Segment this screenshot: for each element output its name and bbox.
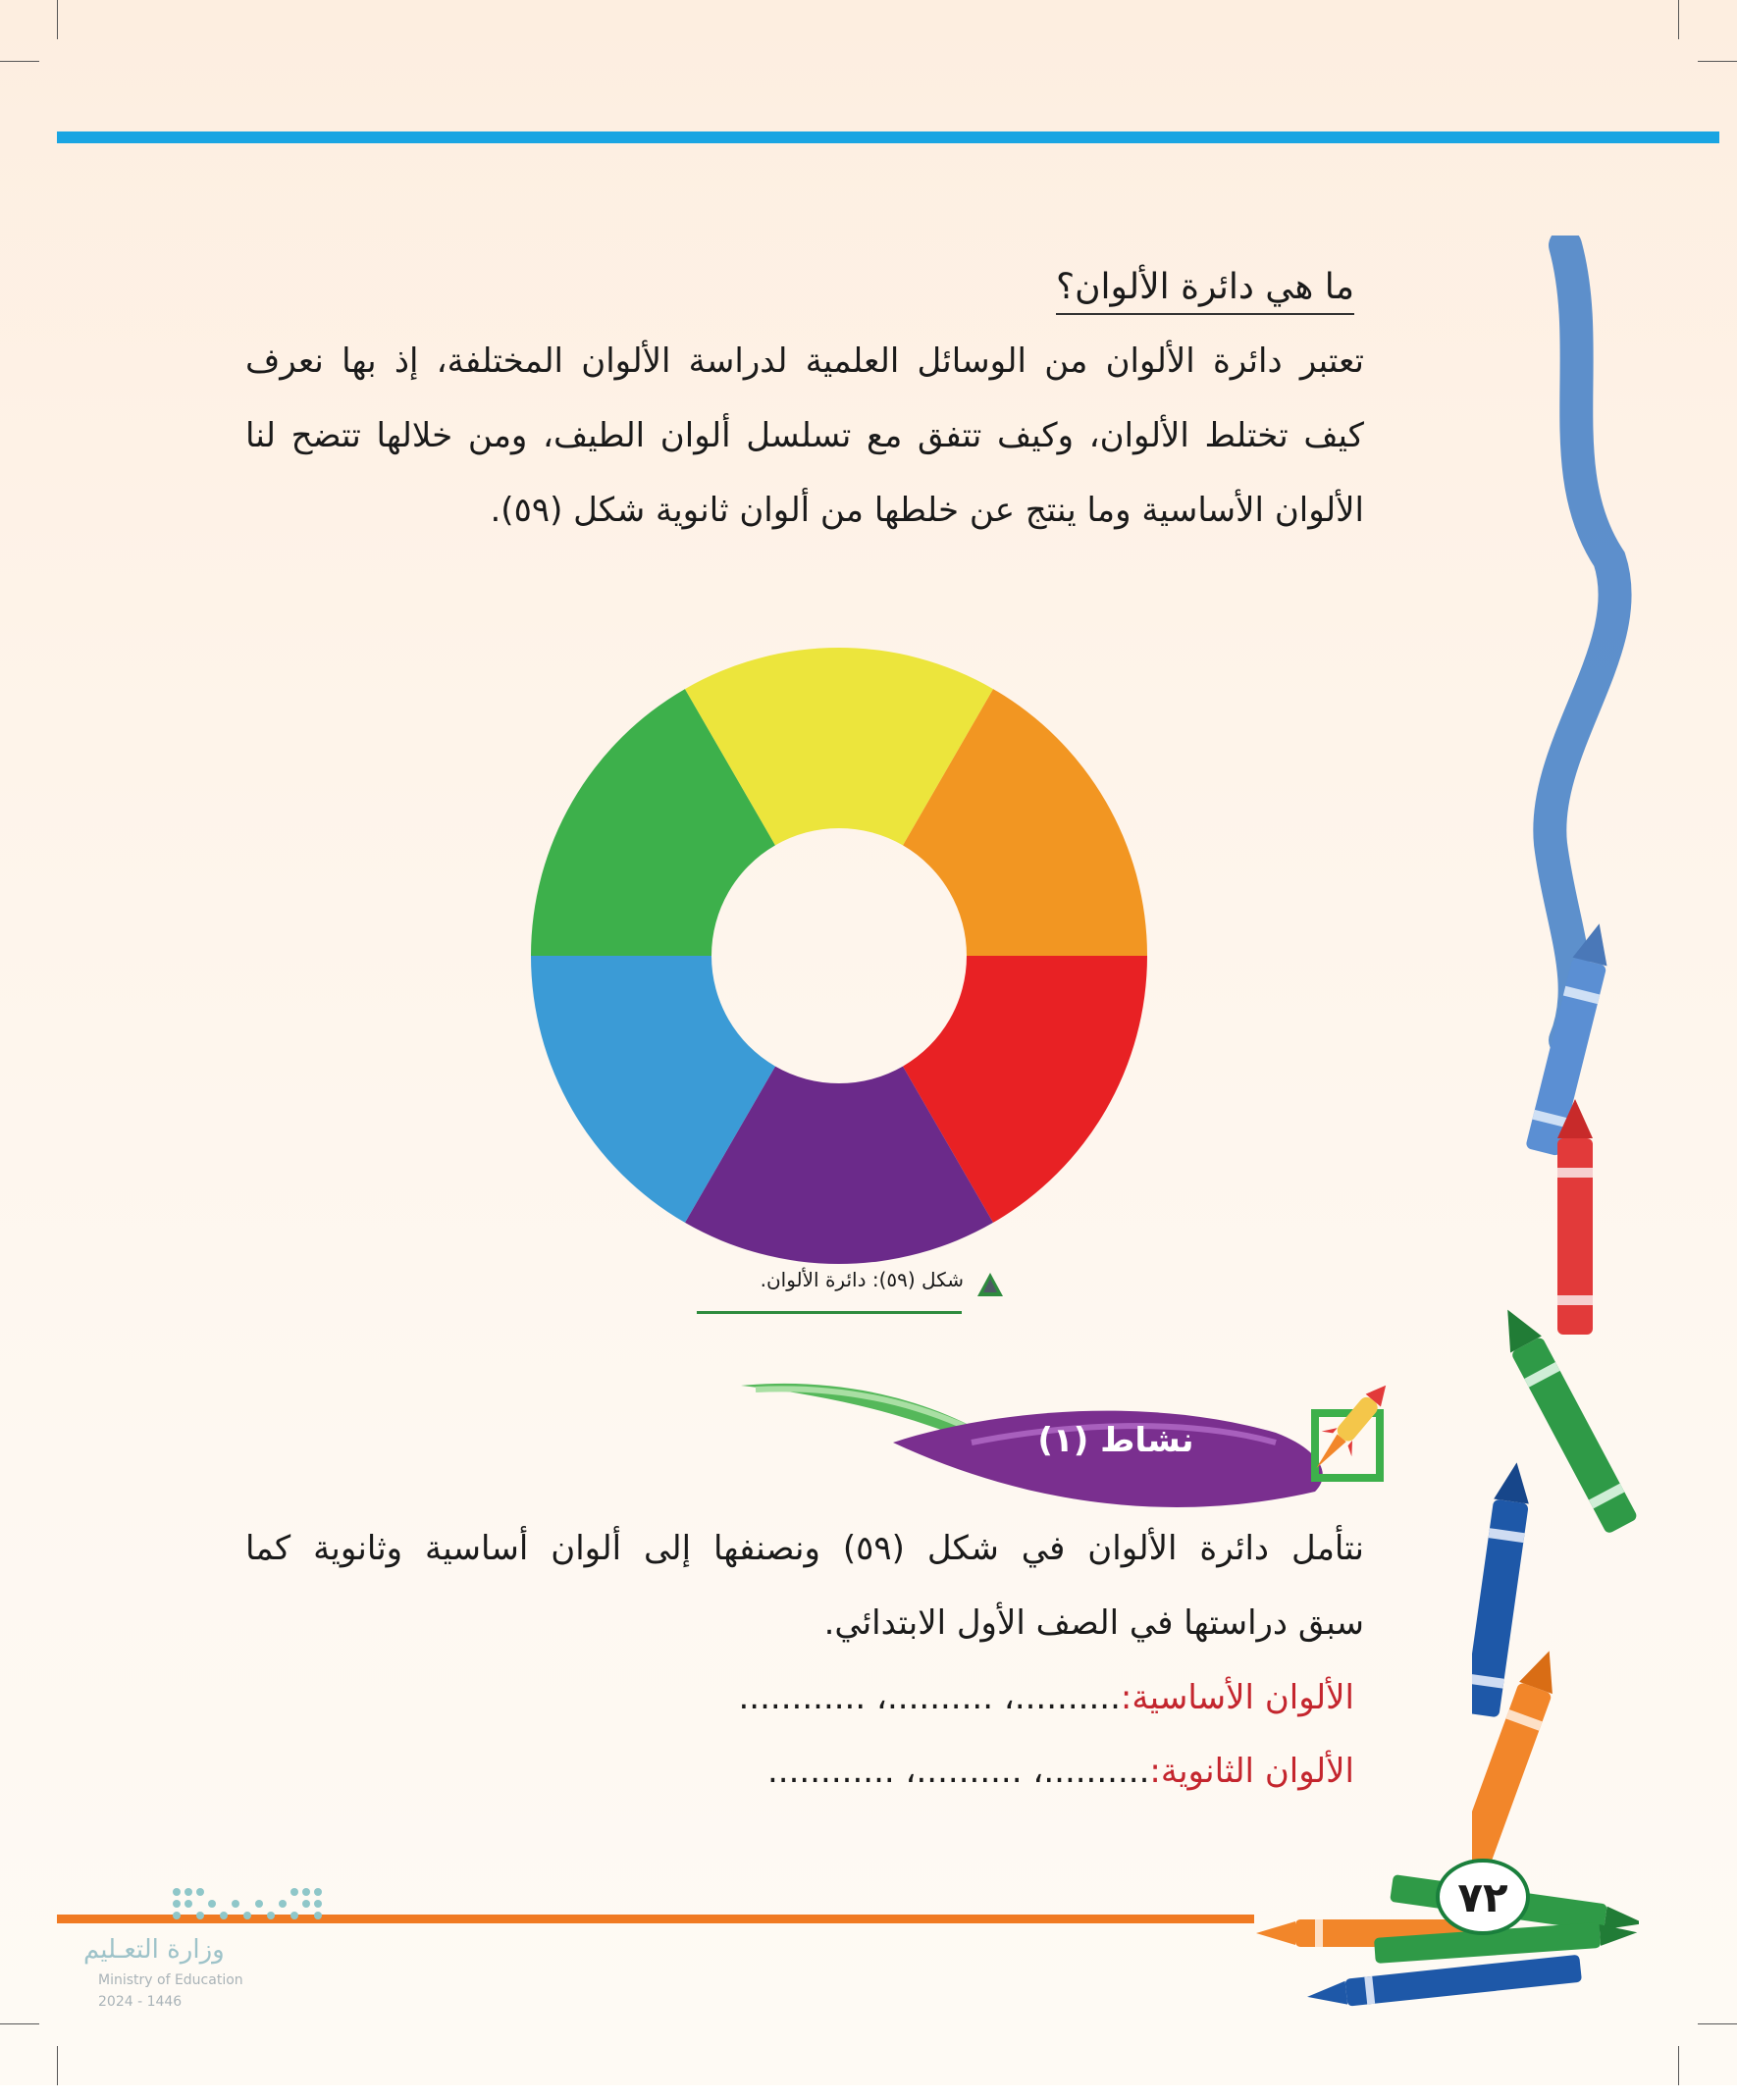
crop-mark (1698, 61, 1737, 62)
field-blank[interactable]: ..........، ..........، ............ (767, 1752, 1150, 1791)
ministry-name-english: Ministry of Education (98, 1972, 243, 1988)
ministry-name-arabic: وزارة التعـليم (83, 1935, 225, 1965)
crop-mark (57, 0, 58, 39)
paragraph-line: كيف تختلط الألوان، وكيف تتفق مع تسلسل ألوان الطيف، ومن خلالها تتضح لنا (245, 416, 1364, 455)
ministry-logo-dots (167, 1882, 324, 1925)
section-heading: ما هي دائرة الألوان؟ (1056, 267, 1354, 315)
intro-paragraph (245, 324, 1364, 548)
edition-year: 2024 - 1446 (98, 1994, 183, 2010)
crop-mark (1678, 0, 1679, 39)
crop-mark (0, 61, 39, 62)
activity-label: نشاط (١) (1037, 1421, 1194, 1460)
paragraph-line: تعتبر دائرة الألوان من الوسائل العلمية لدراسة الألوان المختلفة، إذ بها نعرف (245, 341, 1364, 381)
crop-mark (0, 2023, 39, 2024)
primary-colors-field (738, 1678, 1354, 1717)
paragraph-line: سبق دراستها في الصف الأول الابتدائي. (823, 1603, 1364, 1643)
page-number: ٧٢ (1436, 1859, 1530, 1935)
paragraph-line: الألوان الأساسية وما ينتج عن خلطها من ألوان ثانوية شكل (٥٩). (490, 491, 1364, 530)
top-rule (57, 131, 1719, 143)
field-label: الألوان الأساسية: (1120, 1678, 1354, 1717)
crop-mark (1698, 2023, 1737, 2024)
caption-rule (697, 1311, 962, 1314)
crop-mark (57, 2046, 58, 2085)
figure-caption: شكل (٥٩): دائرة الألوان. (760, 1268, 964, 1291)
crayons-decoration (1472, 236, 1688, 2100)
caption-triangle-icon (975, 1271, 1005, 1298)
color-wheel (528, 645, 1150, 1267)
field-blank[interactable]: ..........، ..........، ............ (738, 1678, 1121, 1717)
crayon-pile-decoration (1246, 1845, 1639, 2041)
paragraph-line: نتأمل دائرة الألوان في شكل (٥٩) ونصنفها إلى ألوان أساسية وثانوية كما (245, 1529, 1364, 1568)
field-label: الألوان الثانوية: (1149, 1752, 1354, 1791)
secondary-colors-field (767, 1752, 1354, 1791)
activity-paragraph (245, 1511, 1364, 1660)
